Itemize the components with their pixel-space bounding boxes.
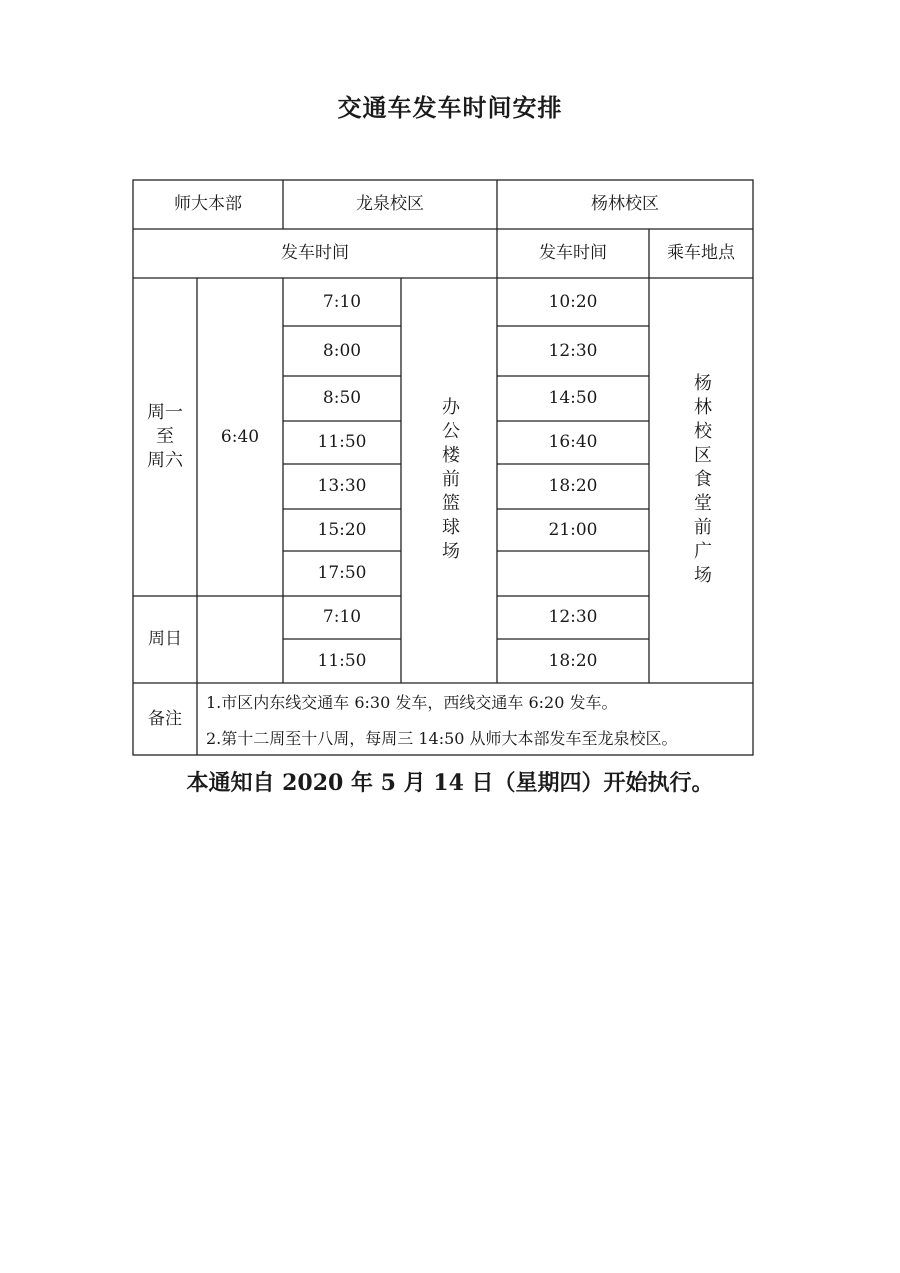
remark-item: 2.第十二周至十八周，每周三 14:50 从师大本部发车至龙泉校区。 <box>206 729 678 748</box>
yanglin-time <box>497 551 649 596</box>
effective-date-notice: 本通知自 2020 年 5 月 14 日（星期四）开始执行。 <box>186 770 714 796</box>
longquan-location-text: 办公楼前篮球场 <box>439 396 460 565</box>
longquan-time: 8:00 <box>322 340 362 361</box>
yanglin-sunday-time: 18:20 <box>548 650 598 671</box>
yanglin-time: 18:20 <box>548 476 598 496</box>
sunday-label: 周日 <box>148 629 182 649</box>
header-boarding-location: 乘车地点 <box>667 243 735 263</box>
yanglin-location <box>649 278 753 683</box>
yanglin-time: 10:20 <box>548 291 598 312</box>
yanglin-time: 16:40 <box>548 432 598 452</box>
longquan-sunday-time: 7:10 <box>322 607 362 627</box>
weekday-label <box>133 278 197 596</box>
yanglin-time: 21:00 <box>548 519 598 540</box>
shida-weekday-time: 6:40 <box>220 426 260 447</box>
longquan-time: 17:50 <box>317 563 367 583</box>
weekday-label-line: 周六 <box>147 450 183 471</box>
header-depart-time: 发车时间 <box>281 243 349 263</box>
weekday-label-line: 至 <box>156 426 174 447</box>
yanglin-location-text: 杨林校区食堂前广场 <box>691 372 712 589</box>
longquan-time: 11:50 <box>317 432 367 452</box>
header-yanglin-depart-time: 发车时间 <box>539 243 607 263</box>
longquan-sunday-time: 11:50 <box>317 650 367 671</box>
longquan-location <box>401 278 497 683</box>
longquan-time: 15:20 <box>317 519 367 540</box>
weekday-label-line: 周一 <box>147 402 183 423</box>
yanglin-sunday-time: 12:30 <box>548 607 598 627</box>
longquan-time: 7:10 <box>322 291 362 312</box>
header-yanglin: 杨林校区 <box>591 194 659 214</box>
remarks-label: 备注 <box>148 708 182 729</box>
longquan-time: 13:30 <box>317 476 367 496</box>
longquan-time: 8:50 <box>322 388 362 408</box>
header-longquan: 龙泉校区 <box>356 194 424 214</box>
header-shida: 师大本部 <box>174 194 242 214</box>
yanglin-time: 14:50 <box>548 388 598 408</box>
page-title: 交通车发车时间安排 <box>337 93 563 122</box>
remark-item: 1.市区内东线交通车 6:30 发车，西线交通车 6:20 发车。 <box>206 693 618 712</box>
yanglin-time: 12:30 <box>548 340 598 361</box>
